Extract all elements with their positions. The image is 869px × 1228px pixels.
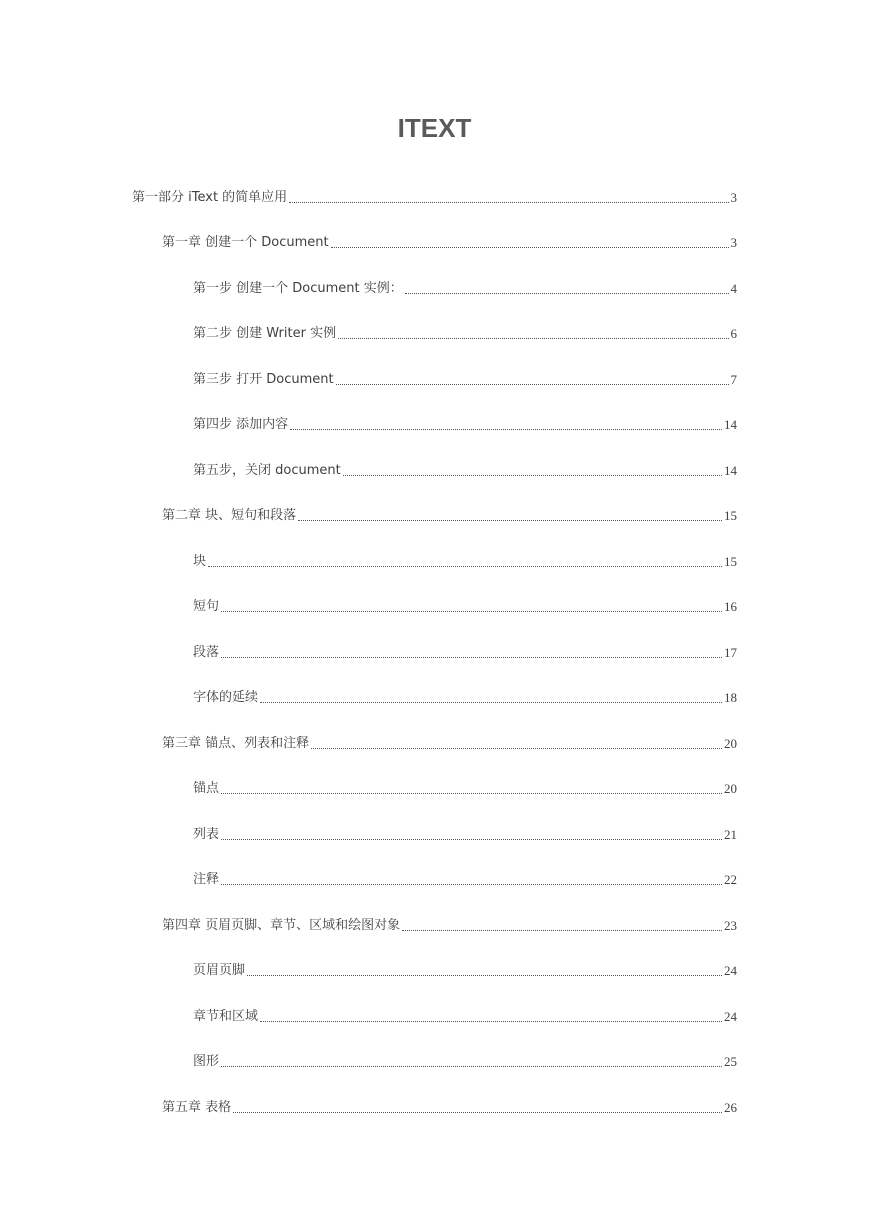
toc-entry-label: 第四步 添加内容 xyxy=(193,417,289,432)
toc-entry-label: 第二章 块、短句和段落 xyxy=(162,508,297,523)
toc-entry[interactable] xyxy=(162,232,737,252)
toc-dot-leader xyxy=(260,689,722,707)
toc-entry[interactable] xyxy=(193,642,737,662)
toc-entry[interactable] xyxy=(193,596,737,616)
toc-dot-leader xyxy=(290,416,722,434)
toc-page-number: 6 xyxy=(730,326,737,341)
toc-entry-label: 第一部分 iText 的简单应用 xyxy=(132,190,288,205)
toc-page-number: 20 xyxy=(724,736,737,751)
toc-dot-leader xyxy=(311,735,722,753)
toc-entry[interactable] xyxy=(132,187,737,207)
toc-entry-label: 第一章 创建一个 Document xyxy=(162,235,329,250)
toc-page-number: 24 xyxy=(724,1009,737,1024)
toc-entry[interactable] xyxy=(162,1097,737,1117)
toc-dot-leader xyxy=(289,189,728,207)
toc-entry-label: 字体的延续 xyxy=(193,690,259,705)
toc-entry[interactable] xyxy=(193,460,737,480)
toc-entry[interactable] xyxy=(193,551,737,571)
toc-entry[interactable] xyxy=(193,1051,737,1071)
toc-entry[interactable] xyxy=(193,414,737,434)
toc-entry[interactable] xyxy=(193,323,737,343)
toc-page-number: 18 xyxy=(724,690,737,705)
toc-dot-leader xyxy=(298,507,722,525)
toc-dot-leader xyxy=(221,871,722,889)
toc-page-number: 4 xyxy=(730,281,737,296)
toc-dot-leader xyxy=(343,462,722,480)
toc-page-number: 14 xyxy=(724,417,737,432)
toc-page-number: 22 xyxy=(724,872,737,887)
toc-page-number: 17 xyxy=(724,645,737,660)
toc-entry[interactable] xyxy=(162,505,737,525)
toc-entry[interactable] xyxy=(162,733,737,753)
toc-entry[interactable] xyxy=(193,278,737,298)
toc-dot-leader xyxy=(260,1008,722,1026)
toc-dot-leader xyxy=(221,644,722,662)
toc-dot-leader xyxy=(221,780,722,798)
toc-entry-label: 第三步 打开 Document xyxy=(193,372,334,387)
toc-dot-leader xyxy=(221,826,722,844)
toc-entry-label: 段落 xyxy=(193,645,220,660)
toc-dot-leader xyxy=(331,234,729,252)
toc-dot-leader xyxy=(338,325,728,343)
toc-page-number: 7 xyxy=(730,372,737,387)
toc-entry[interactable] xyxy=(193,369,737,389)
toc-entry-label: 列表 xyxy=(193,827,220,842)
toc-page-number: 24 xyxy=(724,963,737,978)
toc-entry[interactable] xyxy=(193,824,737,844)
toc-dot-leader xyxy=(405,280,729,298)
toc-entry-label: 第二步 创建 Writer 实例 xyxy=(193,326,337,341)
toc-page-number: 23 xyxy=(724,918,737,933)
toc-dot-leader xyxy=(221,598,722,616)
toc-entry[interactable] xyxy=(193,1006,737,1026)
toc-page-number: 20 xyxy=(724,781,737,796)
toc-page-number: 15 xyxy=(724,508,737,523)
document-title: ITEXT xyxy=(397,113,472,143)
toc-entry-label: 页眉页脚 xyxy=(193,963,246,978)
toc-page-number: 21 xyxy=(724,827,737,842)
toc-dot-leader xyxy=(336,371,729,389)
toc-entry[interactable] xyxy=(162,915,737,935)
toc-entry[interactable] xyxy=(193,869,737,889)
toc-page-number: 25 xyxy=(724,1054,737,1069)
toc-page-number: 14 xyxy=(724,463,737,478)
toc-entry-label: 第三章 锚点、列表和注释 xyxy=(162,736,310,751)
toc-dot-leader xyxy=(402,917,722,935)
toc-entry-label: 第一步 创建一个 Document 实例： xyxy=(193,281,403,296)
toc-entry[interactable] xyxy=(193,687,737,707)
toc-entry-label: 第五步，关闭 document xyxy=(193,463,341,478)
toc-entry[interactable] xyxy=(193,778,737,798)
toc-entry-label: 第四章 页眉页脚、章节、区域和绘图对象 xyxy=(162,918,401,933)
toc-entry-label: 锚点 xyxy=(193,781,220,796)
toc-dot-leader xyxy=(221,1053,722,1071)
toc-page-number: 16 xyxy=(724,599,737,614)
toc-dot-leader xyxy=(247,962,722,980)
toc-dot-leader xyxy=(233,1099,722,1117)
toc-page-number: 15 xyxy=(724,554,737,569)
toc-entry-label: 第五章 表格 xyxy=(162,1100,232,1115)
toc-entry-label: 章节和区域 xyxy=(193,1009,259,1024)
toc-entry-label: 块 xyxy=(193,554,207,569)
toc-entry-label: 图形 xyxy=(193,1054,220,1069)
toc-dot-leader xyxy=(208,553,722,571)
toc-page-number: 3 xyxy=(730,190,737,205)
toc-page-number: 26 xyxy=(724,1100,737,1115)
toc-entry-label: 短句 xyxy=(193,599,220,614)
toc-entry-label: 注释 xyxy=(193,872,220,887)
toc-page-number: 3 xyxy=(730,235,737,250)
toc-entry[interactable] xyxy=(193,960,737,980)
